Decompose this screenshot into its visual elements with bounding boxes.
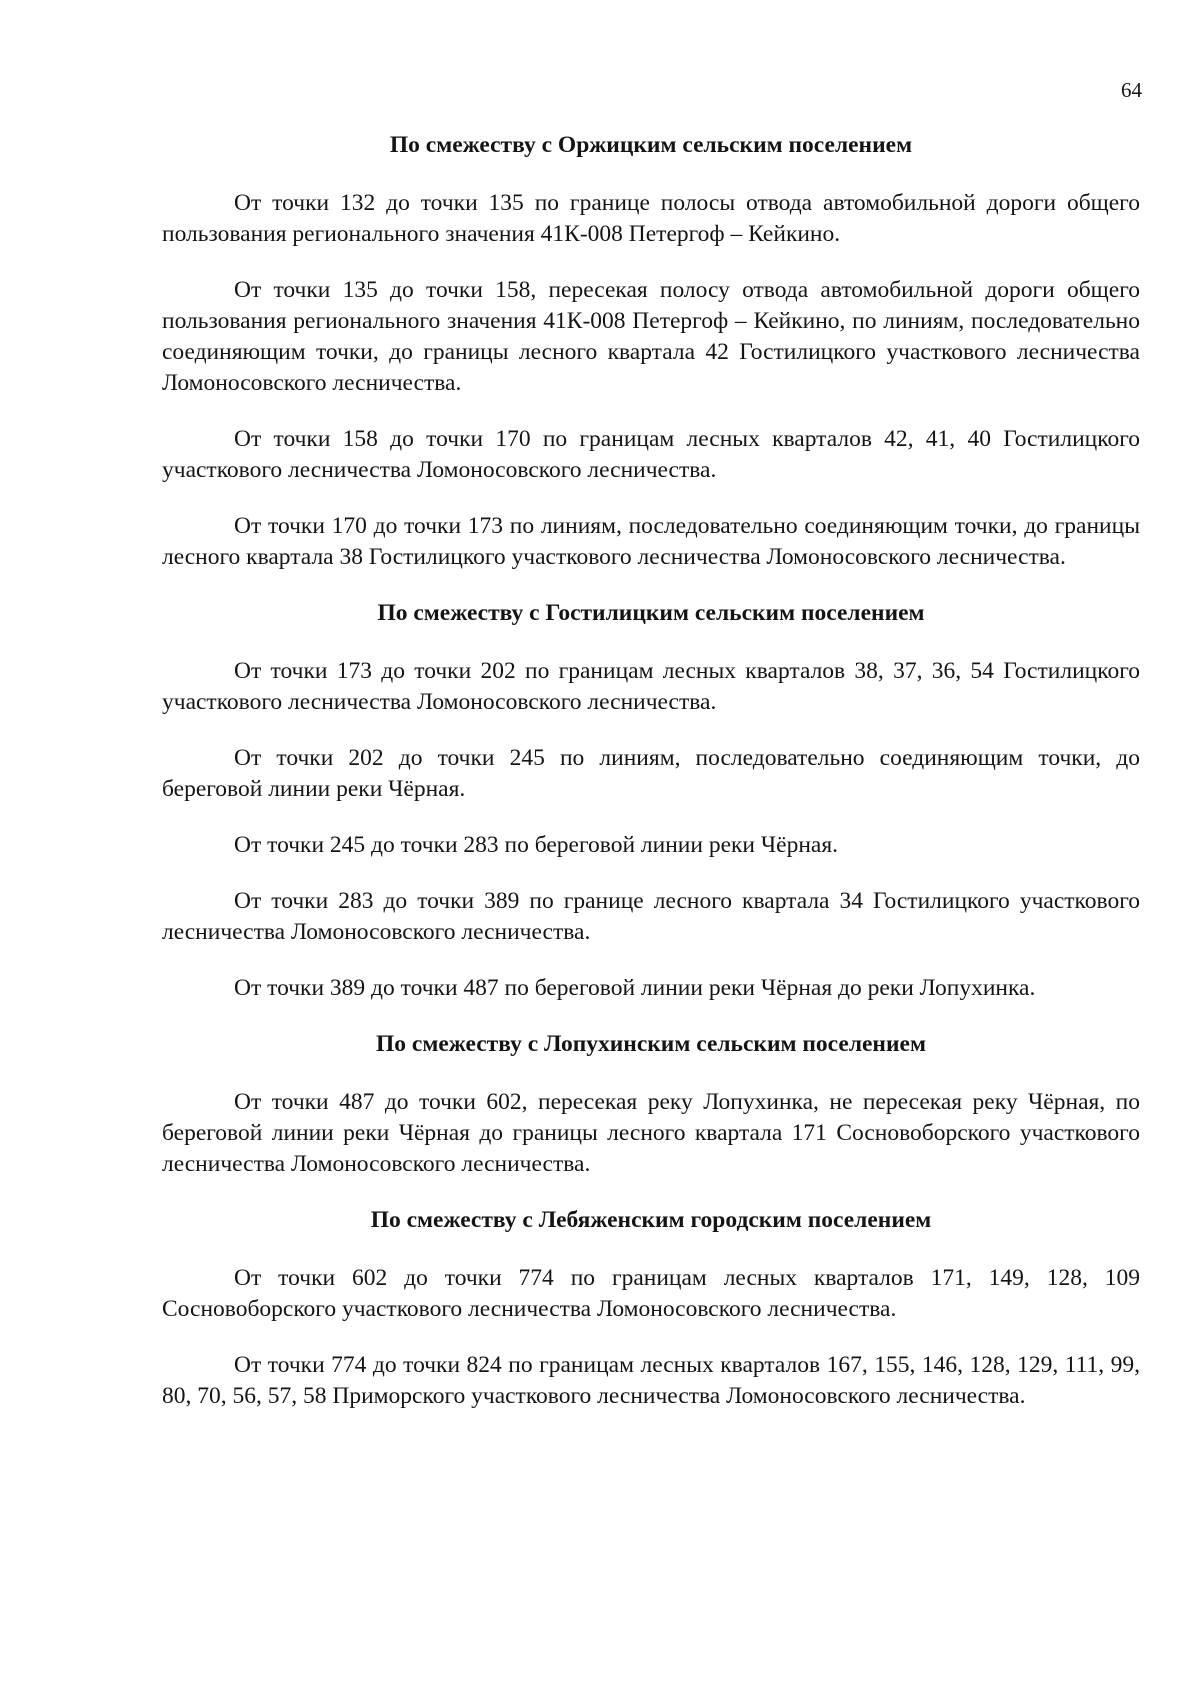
- page-number: 64: [1121, 78, 1142, 102]
- paragraph: От точки 487 до точки 602, пересекая реку Лопухинка, не пересекая реку Чёрная, по береговой линии реки Чёрная до границы лесного квартала 171 Сосновоборского участкового лесничества Ломоносовского лесничества.: [162, 1089, 1140, 1177]
- paragraph: От точки 132 до точки 135 по границе полосы отвода автомобильной дороги общего пользования регионального значения 41К-008 Петергоф – Кейкино.: [162, 190, 1140, 247]
- paragraph: От точки 245 до точки 283 по береговой линии реки Чёрная.: [234, 832, 839, 858]
- section-lopukhinskoe: [162, 1029, 1140, 1180]
- document-body: [162, 130, 1140, 1437]
- section-gostilitskoe: [162, 598, 1140, 1004]
- paragraph: От точки 602 до точки 774 по границам лесных кварталов 171, 149, 128, 109 Сосновоборского участкового лесничества Ломоносовского лесничества.: [162, 1265, 1140, 1322]
- paragraph: От точки 389 до точки 487 по береговой линии реки Чёрная до реки Лопухинка.: [234, 975, 1036, 1001]
- paragraph: От точки 283 до точки 389 по границе лесного квартала 34 Гостилицкого участкового лесничества Ломоносовского лесничества.: [162, 888, 1140, 945]
- paragraph: От точки 158 до точки 170 по границам лесных кварталов 42, 41, 40 Гостилицкого участкового лесничества Ломоносовского лесничества.: [162, 426, 1140, 483]
- section-heading: По смежеству с Гостилицким сельским поселением: [377, 600, 925, 626]
- paragraph: От точки 135 до точки 158, пересекая полосу отвода автомобильной дороги общего пользования регионального значения 41К-008 Петергоф – Кейкино, по линиям, последовательно соединяющим точки, до границы лесного квартала 42 Гостилицкого участкового лесничества Ломоносовского лесничества.: [162, 277, 1140, 396]
- paragraph: От точки 202 до точки 245 по линиям, последовательно соединяющим точки, до береговой линии реки Чёрная.: [162, 745, 1140, 802]
- section-lebyazhenskoe: [162, 1205, 1140, 1412]
- section-heading: По смежеству с Лебяженским городским поселением: [370, 1207, 932, 1233]
- paragraph: От точки 774 до точки 824 по границам лесных кварталов 167, 155, 146, 128, 129, 111, 99, 80, 70, 56, 57, 58 Приморского участкового лесничества Ломоносовского лесничества.: [162, 1352, 1140, 1409]
- paragraph: От точки 173 до точки 202 по границам лесных кварталов 38, 37, 36, 54 Гостилицкого участкового лесничества Ломоносовского лесничества.: [162, 658, 1140, 715]
- paragraph: От точки 170 до точки 173 по линиям, последовательно соединяющим точки, до границы лесного квартала 38 Гостилицкого участкового лесничества Ломоносовского лесничества.: [162, 513, 1140, 570]
- section-heading: По смежеству с Лопухинским сельским поселением: [376, 1031, 926, 1057]
- section-heading: По смежеству с Оржицким сельским поселением: [389, 132, 913, 158]
- section-orzhitskoe: [162, 130, 1140, 573]
